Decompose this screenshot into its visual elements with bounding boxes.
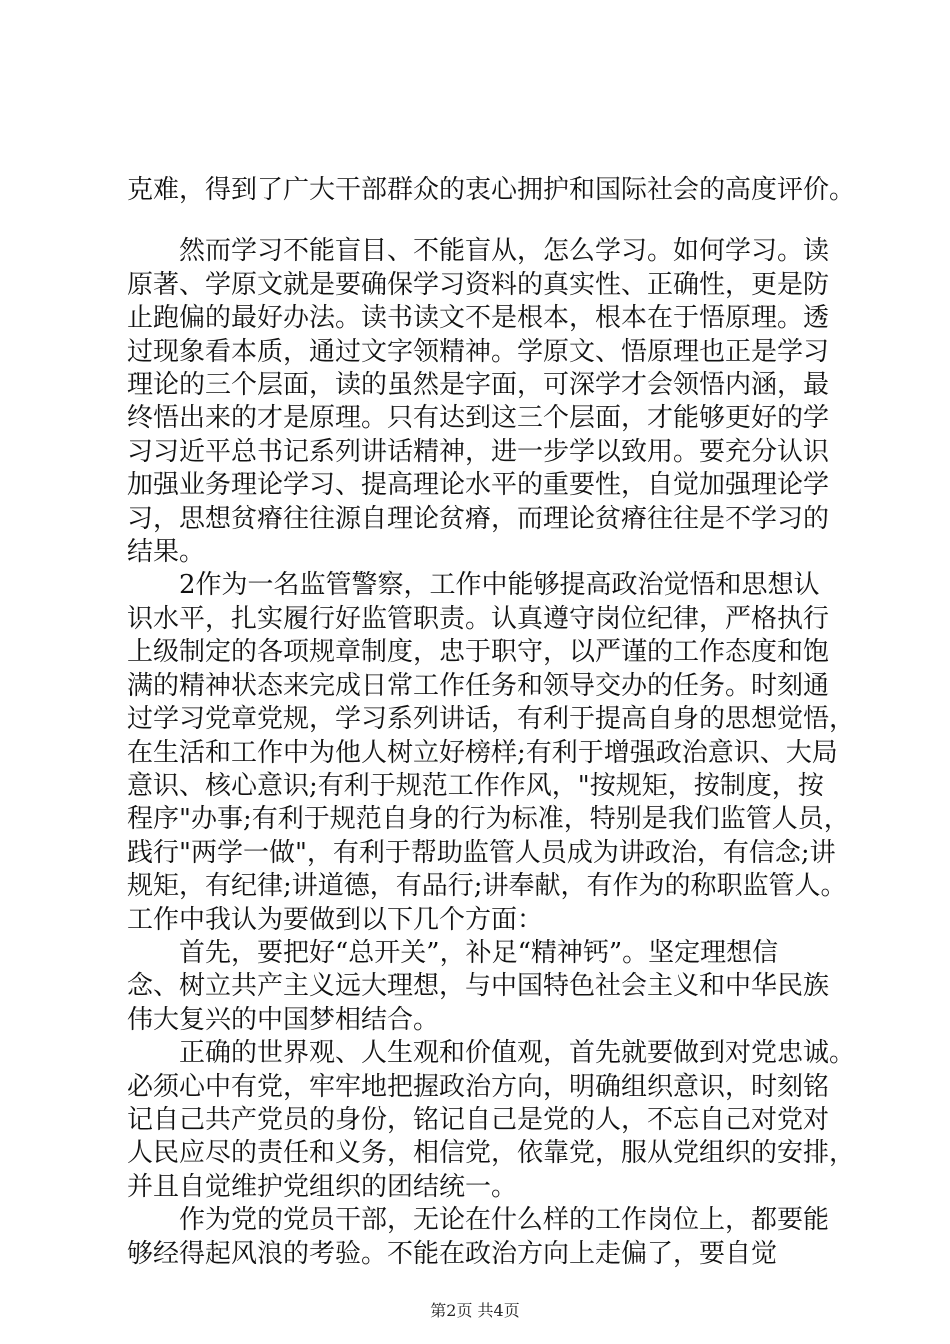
text-line: 然而学习不能盲目、不能盲从，怎么学习。如何学习。读	[127, 236, 830, 267]
page-number-footer: 第2页 共4页	[430, 1301, 520, 1320]
text-line: 上级制定的各项规章制度，忠于职守，以严谨的工作态度和饱	[127, 637, 830, 668]
text-line: 原著、学原文就是要确保学习资料的真实性、正确性，更是防	[127, 269, 830, 300]
text-line: 程序"办事;有利于规范自身的行为标准，特别是我们监管人员，	[127, 804, 850, 835]
text-line: 伟大复兴的中国梦相结合。	[127, 1004, 440, 1035]
text-line: 习习近平总书记系列讲话精神，进一步学以致用。要充分认识	[127, 436, 830, 467]
text-line: 满的精神状态来完成日常工作任务和领导交办的任务。时刻通	[127, 670, 830, 701]
text-line: 止跑偏的最好办法。读书读文不是根本，根本在于悟原理。透	[127, 303, 830, 334]
text-line: 习，思想贫瘠往往源自理论贫瘠，而理论贫瘠往往是不学习的	[127, 503, 830, 534]
text-line: 过现象看本质，通过文字领精神。学原文、悟原理也正是学习	[127, 336, 830, 367]
text-line: 践行"两学一做"，有利于帮助监管人员成为讲政治，有信念;讲	[127, 837, 836, 868]
text-line: 克难，得到了广大干部群众的衷心拥护和国际社会的高度评价。	[127, 175, 856, 205]
text-line: 2作为一名监管警察，工作中能够提高政治觉悟和思想认	[127, 570, 820, 601]
text-line: 念、树立共产主义远大理想，与中国特色社会主义和中华民族	[127, 971, 830, 1002]
paragraph-gap	[127, 207, 827, 235]
document-body	[127, 174, 856, 1271]
text-line: 首先，要把好“总开关”，补足“精神钙”。坚定理想信	[127, 937, 779, 968]
text-line: 工作中我认为要做到以下几个方面：	[127, 904, 544, 935]
text-line: 理论的三个层面，读的虽然是字面，可深学才会领悟内涵，最	[127, 370, 830, 401]
text-line: 够经得起风浪的考验。不能在政治方向上走偏了，要自觉	[127, 1238, 778, 1269]
text-line: 过学习党章党规，学习系列讲话，有利于提高自身的思想觉悟，	[127, 704, 856, 735]
text-line: 识水平，扎实履行好监管职责。认真遵守岗位纪律，严格执行	[127, 603, 830, 634]
text-line: 意识、核心意识;有利于规范工作作风，"按规矩，按制度，按	[127, 770, 824, 801]
text-line: 并且自觉维护党组织的团结统一。	[127, 1171, 518, 1202]
text-line: 人民应尽的责任和义务，相信党，依靠党，服从党组织的安排，	[127, 1138, 856, 1169]
text-line: 加强业务理论学习、提高理论水平的重要性，自觉加强理论学	[127, 470, 830, 501]
text-line: 必须心中有党，牢牢地把握政治方向，明确组织意识，时刻铭	[127, 1071, 830, 1102]
text-line: 作为党的党员干部，无论在什么样的工作岗位上，都要能	[127, 1205, 830, 1236]
text-line: 结果。	[127, 537, 206, 568]
text-line: 正确的世界观、人生观和价值观，首先就要做到对党忠诚。	[127, 1038, 856, 1069]
text-line: 终悟出来的才是原理。只有达到这三个层面，才能够更好的学	[127, 403, 830, 434]
text-line: 在生活和工作中为他人树立好榜样;有利于增强政治意识、大局	[127, 737, 838, 768]
text-line: 记自己共产党员的身份，铭记自己是党的人，不忘自己对党对	[127, 1104, 830, 1135]
text-line: 规矩，有纪律;讲道德，有品行;讲奉献，有作为的称职监管人。	[127, 871, 847, 902]
